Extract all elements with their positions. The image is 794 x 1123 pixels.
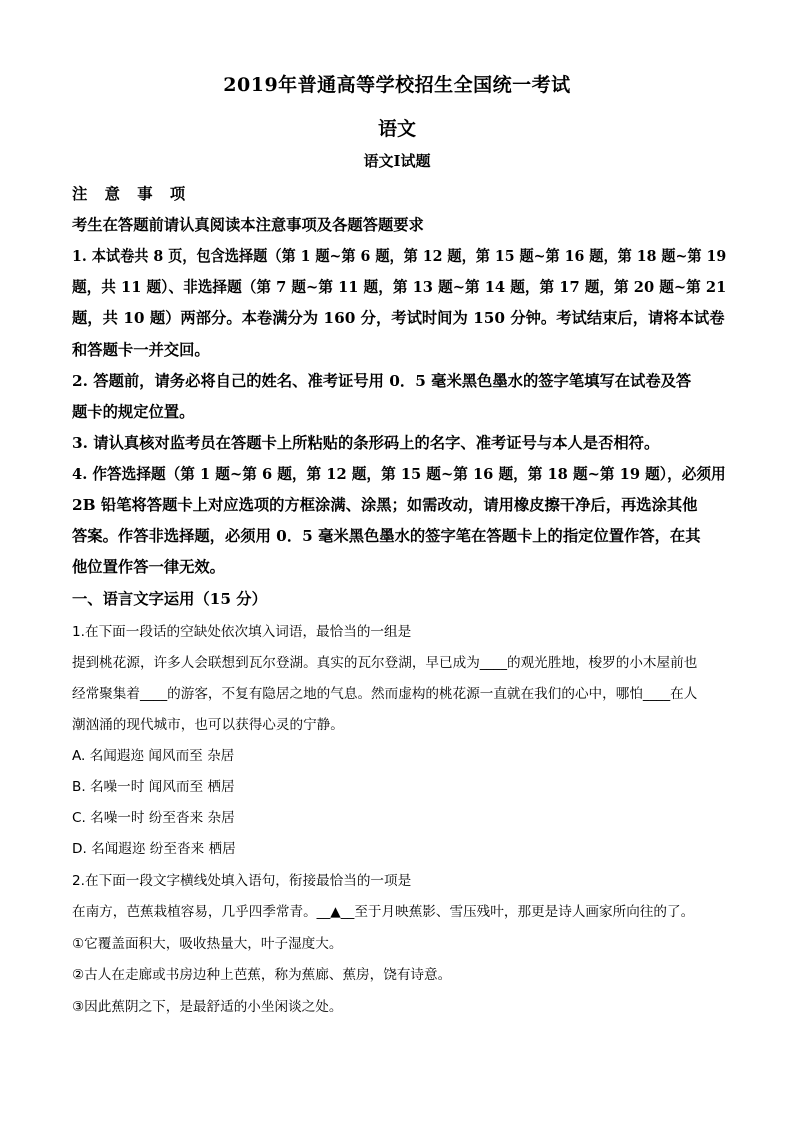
notice-line: 2. 答题前，请务必将自己的姓名、准考证号用 0．5 毫米黑色墨水的签字笔填写在试卷及答 — [72, 372, 692, 390]
section-heading: 一、语言文字运用（15 分） — [72, 590, 267, 608]
question-2-item: ②古人在走廊或书房边种上芭蕉，称为蕉廊、蕉房，饶有诗意。 — [72, 967, 452, 983]
question-1-passage-line: 提到桃花源，许多人会联想到瓦尔登湖。真实的瓦尔登湖，早已成为____的观光胜地，梭罗的小木屋前也 — [72, 655, 698, 671]
question-1-option-d: D. 名闻遐迩 纷至沓来 栖居 — [72, 841, 236, 857]
question-1-passage-line: 潮汹涌的现代城市，也可以获得心灵的宁静。 — [72, 717, 344, 733]
question-1-option-b: B. 名噪一时 闻风而至 栖居 — [72, 779, 235, 795]
question-2-stem: 2.在下面一段文字横线处填入语句，衔接最恰当的一项是 — [72, 873, 412, 889]
notice-line: 答案。作答非选择题，必须用 0．5 毫米黑色墨水的签字笔在答题卡上的指定位置作答，在其 — [72, 527, 701, 545]
question-2-item: ①它覆盖面积大，吸收热量大，叶子湿度大。 — [72, 936, 343, 952]
paper-title: 语文Ⅰ试题 — [363, 152, 431, 170]
subject-title: 语文 — [377, 118, 416, 140]
question-1-passage-line: 经常聚集着____的游客，不复有隐居之地的气息。然而虚构的桃花源一直就在我们的心中，哪怕____在人 — [72, 686, 698, 702]
question-2-item: ③因此蕉阴之下，是最舒适的小坐闲谈之处。 — [72, 999, 343, 1015]
notice-line: 他位置作答一律无效。 — [72, 558, 225, 576]
notice-line: 题，共 10 题）两部分。本卷满分为 160 分，考试时间为 150 分钟。考试结束后，请将本试卷 — [72, 309, 725, 327]
question-1-option-c: C. 名噪一时 纷至沓来 杂居 — [72, 810, 235, 826]
notice-line: 4. 作答选择题（第 1 题~第 6 题，第 12 题，第 15 题~第 16 题，第 18 题~第 19 题），必须用 — [72, 465, 726, 483]
question-1-stem: 1.在下面一段话的空缺处依次填入词语，最恰当的一组是 — [72, 624, 412, 640]
notice-line: 题卡的规定位置。 — [72, 403, 195, 421]
notice-line: 题，共 11 题）、非选择题（第 7 题~第 11 题，第 13 题~第 14 题，第 17 题，第 20 题~第 21 — [72, 278, 727, 296]
notice-line: 和答题卡一并交回。 — [72, 341, 210, 359]
question-2-passage: 在南方，芭蕉栽植容易，几乎四季常青。__▲__至于月映蕉影、雪压残叶，那更是诗人画家所向往的了。 — [72, 904, 695, 920]
notice-line: 3. 请认真核对监考员在答题卡上所粘贴的条形码上的名字、准考证号与本人是否相符。 — [72, 434, 660, 452]
question-1-option-a: A. 名闻遐迩 闻风而至 杂居 — [72, 748, 235, 764]
notice-intro: 考生在答题前请认真阅读本注意事项及各题答题要求 — [72, 216, 424, 234]
exam-title: 2019年普通高等学校招生全国统一考试 — [223, 74, 571, 96]
notice-heading: 注 意 事 项 — [72, 185, 192, 203]
notice-line: 1. 本试卷共 8 页，包含选择题（第 1 题~第 6 题，第 12 题，第 15 题~第 16 题，第 18 题~第 19 — [72, 247, 727, 265]
notice-line: 2B 铅笔将答题卡上对应选项的方框涂满、涂黑；如需改动，请用橡皮擦干净后，再选涂其他 — [72, 496, 698, 514]
